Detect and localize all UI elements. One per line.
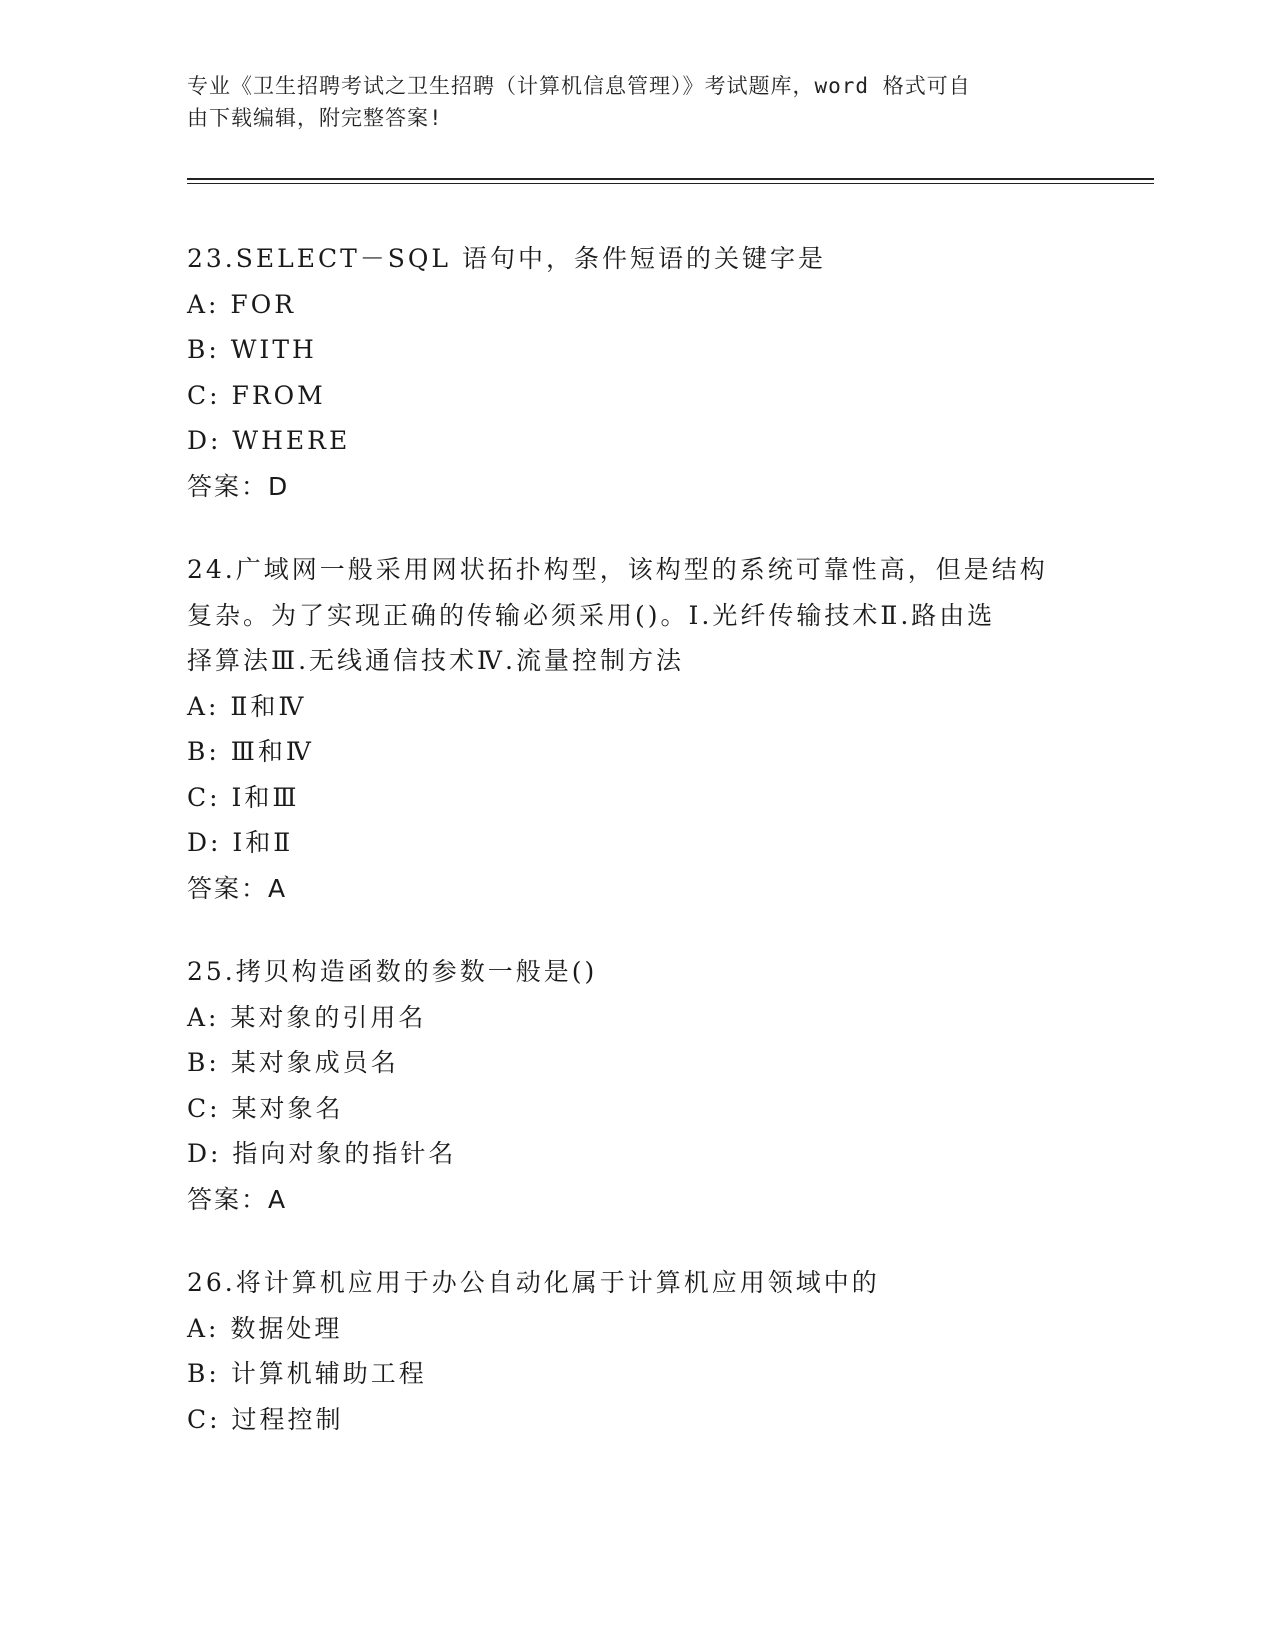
- question-text-line-1: 24.广域网一般采用网状拓扑构型，该构型的系统可靠性高，但是结构: [187, 555, 1048, 584]
- option-a: A: Ⅱ和Ⅳ: [187, 691, 307, 721]
- question-25: [187, 949, 1087, 1222]
- option-c: C: 过程控制: [187, 1404, 344, 1434]
- question-list: [187, 236, 1087, 1480]
- option-d: D: WHERE: [187, 426, 351, 455]
- question-text: 23.SELECT－SQL 语句中，条件短语的关键字是: [187, 244, 826, 273]
- question-text-line-3: 择算法Ⅲ.无线通信技术Ⅳ.流量控制方法: [187, 646, 684, 675]
- option-c: C: FROM: [187, 380, 326, 410]
- option-a: A: FOR: [187, 289, 297, 319]
- question-text: 25.拷贝构造函数的参数一般是(): [187, 957, 598, 986]
- option-b: B: WITH: [187, 335, 317, 364]
- option-a: A: 数据处理: [187, 1313, 343, 1343]
- header-divider-thin: [187, 183, 1154, 184]
- header-divider-thick: [187, 178, 1154, 180]
- option-c: C: 某对象名: [187, 1093, 344, 1123]
- option-b: B: 计算机辅助工程: [187, 1359, 427, 1388]
- option-b: B: Ⅲ和Ⅳ: [187, 737, 314, 766]
- question-text: 26.将计算机应用于办公自动化属于计算机应用领域中的: [187, 1268, 880, 1297]
- question-26: [187, 1260, 1087, 1442]
- answer: 答案：A: [187, 873, 288, 903]
- question-text-line-2: 复杂。为了实现正确的传输必须采用()。Ⅰ.光纤传输技术Ⅱ.路由选: [187, 600, 996, 630]
- question-24: [187, 547, 1087, 911]
- document-header: [187, 70, 1067, 134]
- answer: 答案：A: [187, 1184, 288, 1214]
- option-c: C: Ⅰ和Ⅲ: [187, 782, 300, 812]
- option-a: A: 某对象的引用名: [187, 1002, 427, 1032]
- header-line-1: 专业《卫生招聘考试之卫生招聘（计算机信息管理）》考试题库，word 格式可自: [187, 74, 971, 98]
- answer: 答案：D: [187, 471, 290, 501]
- question-23: [187, 236, 1087, 509]
- header-line-2: 由下载编辑，附完整答案!: [187, 106, 443, 130]
- option-d: D: Ⅰ和Ⅱ: [187, 828, 294, 857]
- option-d: D: 指向对象的指针名: [187, 1139, 457, 1168]
- option-b: B: 某对象成员名: [187, 1048, 399, 1077]
